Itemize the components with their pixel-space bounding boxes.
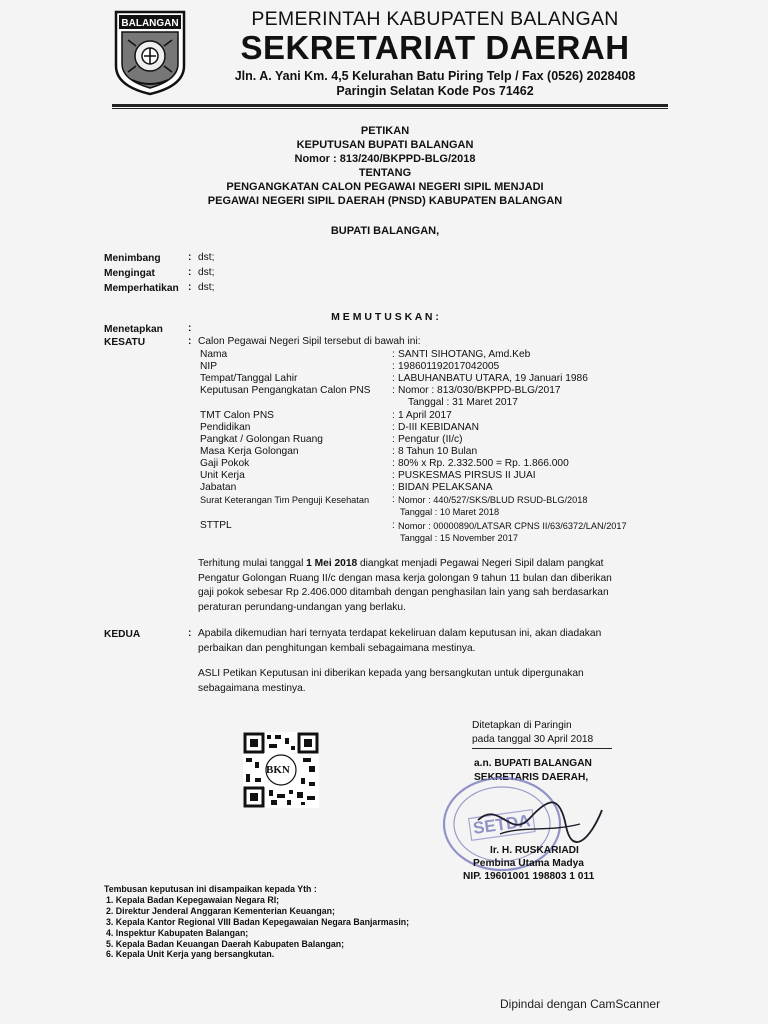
- regency-logo: [114, 10, 186, 96]
- list-item: 1. Kepala Badan Kepegawaian Negara RI;: [106, 894, 280, 905]
- detail-value: Nomor : 00000890/LATSAR CPNS II/63/6372/LAN/2017: [398, 521, 627, 531]
- detail-value: Tanggal : 10 Maret 2018: [400, 507, 500, 517]
- detail-key: Pendidikan: [200, 422, 251, 433]
- consideration-value: dst;: [198, 252, 215, 263]
- detail-value: 1 April 2017: [398, 410, 452, 421]
- list-item: 5. Kepala Badan Keuangan Daerah Kabupaten Balangan;: [106, 938, 345, 949]
- detail-key: Jabatan: [200, 482, 237, 493]
- original-copy-note: ASLI Petikan Keputusan ini diberikan kepada yang bersangkutan untuk dipergunakan sebagaimana mestinya.: [198, 668, 584, 694]
- detail-value: 80% x Rp. 2.332.500 = Rp. 1.866.000: [398, 458, 569, 469]
- detail-value: BIDAN PELAKSANA: [398, 482, 493, 493]
- kesatu-label: KESATU: [104, 337, 146, 348]
- on-behalf-of: a.n. BUPATI BALANGAN: [474, 758, 592, 769]
- detail-key: Surat Keterangan Tim Penguji Kesehatan: [200, 495, 370, 505]
- detail-key: Gaji Pokok: [200, 458, 250, 469]
- government-name: PEMERINTAH KABUPATEN BALANGAN: [251, 8, 619, 30]
- consideration-value: dst;: [198, 267, 215, 278]
- svg-text:SETDA: SETDA: [471, 811, 532, 838]
- detail-value: LABUHANBATU UTARA, 19 Januari 1986: [398, 373, 588, 384]
- detail-value: 198601192017042005: [398, 361, 500, 372]
- detail-key: TMT Calon PNS: [200, 410, 274, 421]
- detail-key: Keputusan Pengangkatan Calon PNS: [200, 385, 371, 396]
- detail-key: Tempat/Tanggal Lahir: [200, 373, 298, 384]
- copies-heading: Tembusan keputusan ini disampaikan kepada Yth :: [104, 884, 317, 894]
- svg-text:BALANGAN: BALANGAN: [121, 18, 179, 29]
- list-item: 6. Kepala Unit Kerja yang bersangkutan.: [106, 949, 275, 960]
- office-address: Jln. A. Yani Km. 4,5 Kelurahan Batu Piring Telp / Fax (0526) 2028408: [234, 69, 636, 83]
- signer-role: SEKRETARIS DAERAH,: [474, 772, 589, 783]
- detail-value: Nomor : 440/527/SKS/BLUD RSUD-BLG/2018: [398, 495, 588, 505]
- signer-name: Ir. H. RUSKARIADI: [490, 845, 579, 856]
- consideration-label: Menimbang: [104, 253, 161, 264]
- office-name: SEKRETARIAT DAERAH: [240, 29, 630, 66]
- detail-value: SANTI SIHOTANG, Amd.Keb: [398, 349, 531, 360]
- document-page: BALANGAN PEMERINTAH KABUPATEN BALANGAN SEKRETARIAT DAERAH Jln. A. Yani Km. 4,5 Kelurahan Batu Piring Telp / Fax (0526) 2028408 Paringin Selatan Kode Pos 71462 PETIKAN KEPUTUSAN BUPATI BALANGAN Nomor : 813/240/BKPPD-BLG/2018 TENTANG PENGANGKATAN CALON PEGAWAI NEGERI SIPIL MENJADI PEGAWAI NEGERI SIPIL DAERAH (PNSD) KABUPATEN BALANGAN BUPATI BALANGAN, Menimbang : dst; Mengingat : dst; Memperhatikan : dst; M E M U T U S K A N : Menetapkan : KESATU : Calon Pegawai Negeri Sipil tersebut di bawah ini: Nama : SANTI SIHOTANG, Amd.Keb NIP : 198601192017042005 Tempat/Tanggal Lahir : LABUHANBATU UTARA, 19 Januari 1986 Keputusan Pengangkatan Calon PNS : Nomor : 813/030/BKPPD-BLG/2017 Tanggal : 31 Maret 2017 TMT Calon PNS : 1 April 2017 Pendidikan : D-III KEBIDANAN Pangkat / Golongan Ruang : Pengatur (II/c) Masa Kerja Golongan : 8 Tahun 10 Bulan Gaji Pokok : 80% x Rp. 2.332.500 = Rp. 1.866.000 Unit Kerja : PUSKESMAS PIRSUS II JUAI Jabatan : BIDAN PELAKSANA Surat Keterangan Tim Penguji Kesehatan : Nomor : 440/527/SKS/BLUD RSUD-BLG/2018 Tanggal : 10 Maret 2018 STTPL : Nomor : 00000890/LATSAR CPNS II/63/6372/LAN/2017 Tanggal : 15 November 2017 Terhitung mulai tanggal 1 Mei 2018 diangkat menjadi Pegawai Negeri Sipil dalam pangkat Pengatur Golongan Ruang II/c dengan masa kerja golongan 9 tahun 11 bulan dan diberikan gaji pokok sebesar Rp 2.406.000 ditambah dengan penghasilan lain yang sah berdasarkan peraturan perundang-undangan yang berlaku. KEDUA : Apabila dikemudian hari ternyata terdapat kekeliruan dalam keputusan ini, akan diadakan perbaikan dan penghitungan kembali sebagaimana mestinya. ASLI Petikan Keputusan ini diberikan kepada yang bersangkutan untuk dipergunakan sebagaimana mestinya. Ditetapkan di Paringin pada tanggal 30 April 2018 a.n. BUPATI BALANGAN SEKRETARIS DAERAH, SETDA Ir. H. RUSKARIADI Pembina Utama Madya NIP. 19601001 198803 1 011 BKN Tembusan keputusan ini disampaikan kepada Yth : 1. Kepala Badan Kepegawaian Negara RI; 2. Direktur Jenderal Anggaran Kementerian Keuangan; 3. Kepala Kantor Regional VIII Badan Kepegawaian Negara Banjarmasin; 4. Inspektur Kabupaten Balangan; 5. Kepala Badan Keuangan Daerah Kabupaten Balangan; 6. Kepala Unit Kerja yang bersangkutan. Dipindai dengan CamScanner: [0, 0, 768, 1024]
- detail-key: Pangkat / Golongan Ruang: [200, 434, 323, 445]
- decides-heading: M E M U T U S K A N :: [331, 311, 439, 323]
- detail-value: D-III KEBIDANAN: [398, 422, 479, 433]
- menetapkan-label: Menetapkan: [104, 324, 163, 335]
- detail-value: Pengatur (II/c): [398, 434, 463, 445]
- detail-value: Nomor : 813/030/BKPPD-BLG/2017: [398, 385, 561, 396]
- scanner-watermark: Dipindai dengan CamScanner: [500, 997, 661, 1011]
- decree-about: TENTANG: [358, 167, 412, 179]
- detail-key: NIP: [200, 361, 217, 372]
- detail-value: PUSKESMAS PIRSUS II JUAI: [398, 470, 536, 481]
- consideration-value: dst;: [198, 282, 215, 293]
- document-type: PETIKAN: [360, 125, 410, 137]
- kedua-paragraph: Apabila dikemudian hari ternyata terdapat kekeliruan dalam keputusan ini, akan diadakan perbaikan dan penghitungan kembali sebagaimana mestinya.: [198, 628, 602, 654]
- consideration-label: Mengingat: [104, 268, 155, 279]
- copies-list: [104, 884, 409, 960]
- signer-nip: NIP. 19601001 198803 1 011: [463, 871, 595, 882]
- kesatu-paragraph: Terhitung mulai tanggal 1 Mei 2018 diangkat menjadi Pegawai Negeri Sipil dalam pangkat Pengatur Golongan Ruang II/c dengan masa kerja golongan 9 tahun 11 bulan dan diberikan gaji pokok sebesar Rp 2.406.000 ditambah dengan penghasilan lain yang sah berdasarkan peraturan perundang-undangan yang berlaku.: [198, 558, 612, 613]
- detail-value: Tanggal : 15 November 2017: [400, 533, 518, 543]
- detail-value: 8 Tahun 10 Bulan: [398, 446, 478, 457]
- detail-key: Nama: [200, 349, 228, 360]
- letterhead-rule: [112, 104, 668, 107]
- list-item: 3. Kepala Kantor Regional VIII Badan Kepegawaian Negara Banjarmasin;: [106, 916, 410, 927]
- detail-key: Unit Kerja: [200, 470, 245, 481]
- list-item: 2. Direktur Jenderal Anggaran Kementerian Keuangan;: [106, 905, 335, 916]
- kedua-label: KEDUA: [104, 629, 141, 640]
- detail-key: STTPL: [200, 520, 232, 531]
- decree-subject-line1: PENGANGKATAN CALON PEGAWAI NEGERI SIPIL MENJADI: [226, 181, 544, 193]
- signature-rule: [472, 748, 612, 749]
- effective-date: 1 Mei 2018: [306, 558, 358, 569]
- signing-place: Ditetapkan di Paringin: [472, 720, 572, 731]
- list-item: 4. Inspektur Kabupaten Balangan;: [106, 927, 249, 938]
- consideration-label: Memperhatikan: [104, 283, 179, 294]
- kesatu-intro: Calon Pegawai Negeri Sipil tersebut di bawah ini:: [198, 336, 421, 347]
- detail-value: Tanggal : 31 Maret 2017: [408, 397, 518, 408]
- signing-date: pada tanggal 30 April 2018: [472, 734, 594, 745]
- decree-subject-line2: PEGAWAI NEGERI SIPIL DAERAH (PNSD) KABUPATEN BALANGAN: [207, 195, 563, 207]
- letterhead-rule-thin: [112, 108, 668, 109]
- signer-rank: Pembina Utama Madya: [473, 858, 584, 869]
- decree-number: Nomor : 813/240/BKPPD-BLG/2018: [294, 153, 476, 165]
- issuer: BUPATI BALANGAN,: [330, 225, 440, 237]
- qr-label: BKN: [266, 764, 290, 776]
- decree-title: KEPUTUSAN BUPATI BALANGAN: [296, 139, 474, 151]
- office-postal-address: Paringin Selatan Kode Pos 71462: [336, 84, 534, 98]
- detail-key: Masa Kerja Golongan: [200, 446, 299, 457]
